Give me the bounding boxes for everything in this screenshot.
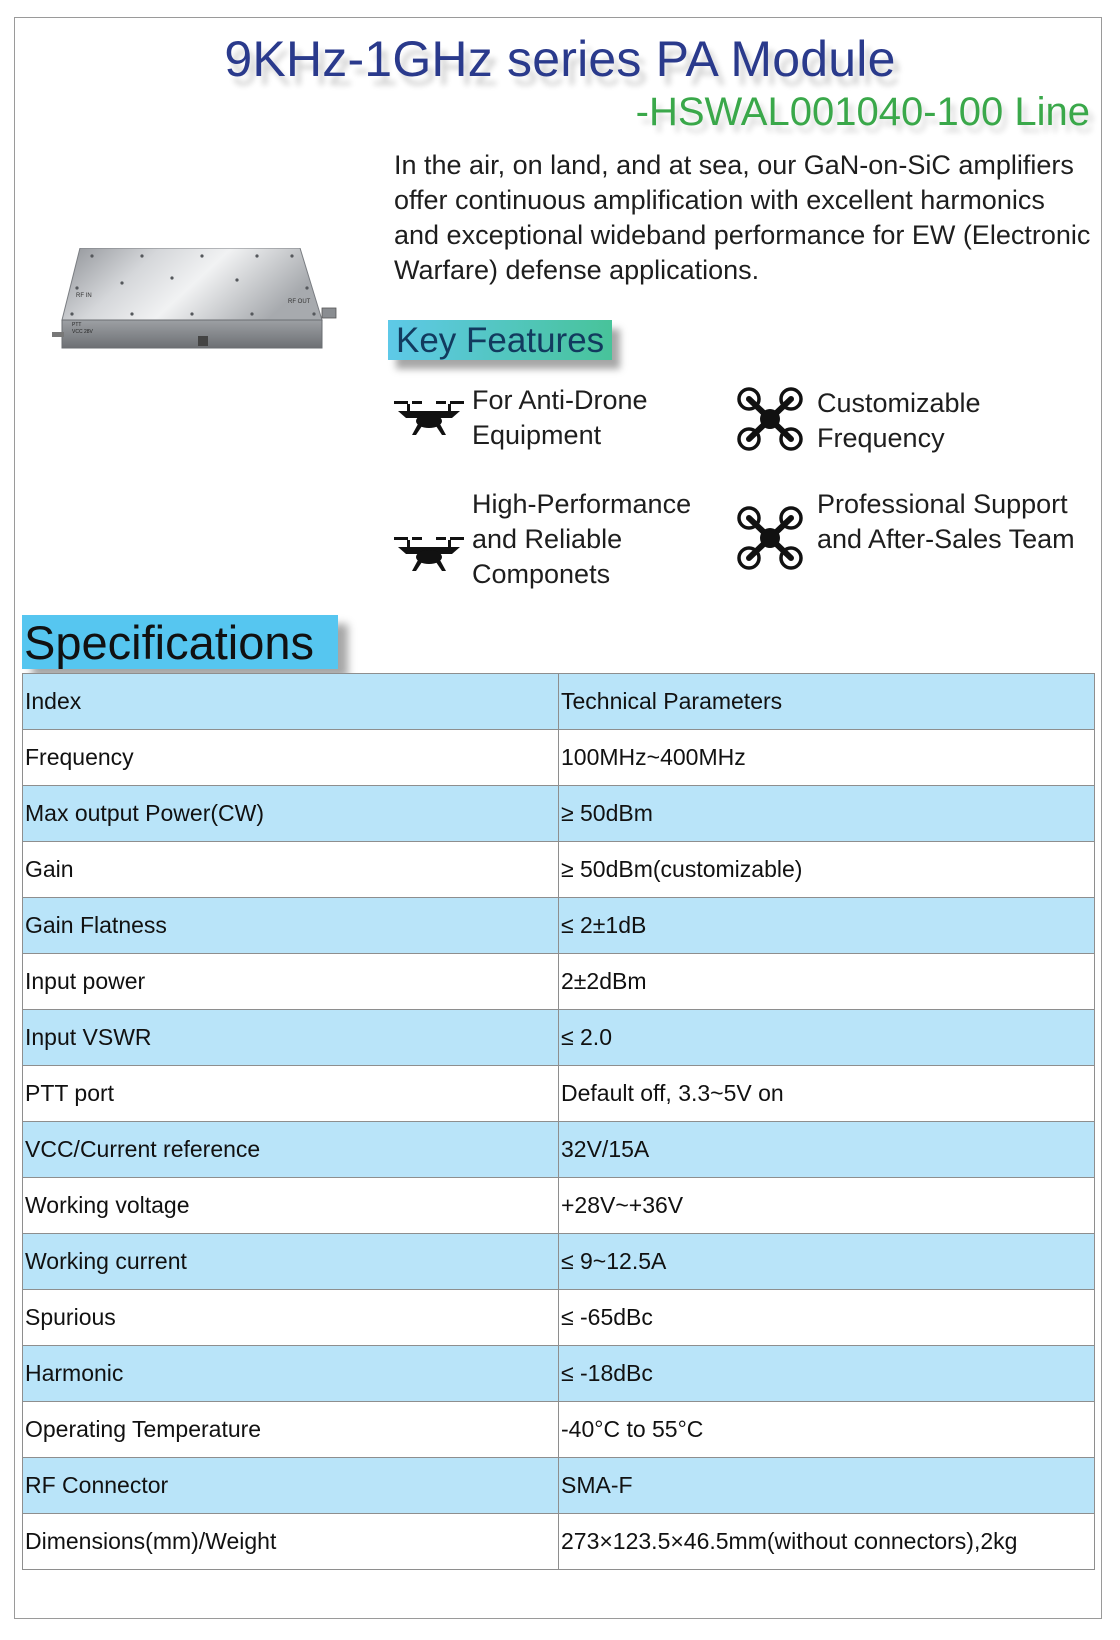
index-cell: Input power: [23, 954, 559, 1010]
drone-side-icon: [392, 391, 466, 439]
table-row: [23, 842, 1095, 898]
index-cell: Operating Temperature: [23, 1402, 559, 1458]
parameter-cell: ≤ -18dBc: [559, 1346, 1095, 1402]
power-connector: [198, 336, 208, 346]
table-row: [23, 954, 1095, 1010]
index-cell: Harmonic: [23, 1346, 559, 1402]
parameter-cell: ≤ -65dBc: [559, 1290, 1095, 1346]
index-cell: RF Connector: [23, 1458, 559, 1514]
index-cell: Spurious: [23, 1290, 559, 1346]
feature-item: [735, 487, 1087, 571]
table-row: [23, 1122, 1095, 1178]
feature-item: [392, 383, 682, 453]
rf-in-connector: [52, 332, 64, 337]
feature-item: [735, 386, 1017, 456]
table-row: [23, 786, 1095, 842]
feature-text: For Anti-Drone Equipment: [472, 385, 648, 450]
parameter-cell: ≥ 50dBm: [559, 786, 1095, 842]
parameter-cell: Default off, 3.3~5V on: [559, 1066, 1095, 1122]
parameter-cell: ≤ 9~12.5A: [559, 1234, 1095, 1290]
specifications-heading: Specifications: [22, 615, 338, 669]
rf-out-connector: [322, 308, 336, 318]
index-cell: Max output Power(CW): [23, 786, 559, 842]
intro-paragraph: In the air, on land, and at sea, our GaN-on-SiC amplifiers offer continuous amplification with excellent harmonics and exceptional wideband performance for EW (Electronic Warfare) defense applications.: [394, 150, 1091, 285]
table-row: [23, 730, 1095, 786]
parameter-cell: SMA-F: [559, 1458, 1095, 1514]
table-header-row: [23, 674, 1095, 730]
table-row: [23, 1066, 1095, 1122]
ptt-label: PTT: [72, 322, 82, 328]
index-cell: Gain Flatness: [23, 898, 559, 954]
parameter-cell: 273×123.5×46.5mm(without connectors),2kg: [559, 1514, 1095, 1570]
quadcopter-top-icon: [735, 386, 805, 452]
parameter-cell: ≥ 50dBm(customizable): [559, 842, 1095, 898]
parameter-cell: ≤ 2±1dB: [559, 898, 1095, 954]
index-cell: Input VSWR: [23, 1010, 559, 1066]
table-row: [23, 898, 1095, 954]
table-row: [23, 1290, 1095, 1346]
table-row: [23, 1402, 1095, 1458]
quadcopter-top-icon: [735, 505, 805, 571]
index-cell: Gain: [23, 842, 559, 898]
table-row: [23, 1234, 1095, 1290]
index-cell: Working voltage: [23, 1178, 559, 1234]
table-row: [23, 1514, 1095, 1570]
table-row: [23, 1010, 1095, 1066]
table-row: [23, 1458, 1095, 1514]
feature-text: Customizable Frequency: [817, 388, 981, 453]
index-cell: Dimensions(mm)/Weight: [23, 1514, 559, 1570]
feature-text: Professional Support and After-Sales Team: [817, 489, 1075, 554]
drone-side-icon: [392, 527, 466, 575]
parameter-cell: +28V~+36V: [559, 1178, 1095, 1234]
parameter-cell: -40°C to 55°C: [559, 1402, 1095, 1458]
header-cell: Technical Parameters: [559, 674, 1095, 730]
index-cell: PTT port: [23, 1066, 559, 1122]
index-cell: VCC/Current reference: [23, 1122, 559, 1178]
header-cell: Index: [23, 674, 559, 730]
product-image: [52, 248, 352, 376]
key-features-heading: Key Features: [388, 320, 612, 360]
parameter-cell: 100MHz~400MHz: [559, 730, 1095, 786]
parameter-cell: 32V/15A: [559, 1122, 1095, 1178]
rf-out-label: RF OUT: [288, 299, 311, 305]
table-row: [23, 1178, 1095, 1234]
index-cell: Working current: [23, 1234, 559, 1290]
rf-in-label: RF IN: [76, 293, 92, 299]
index-cell: Frequency: [23, 730, 559, 786]
vcc-label: VCC 28V: [72, 329, 93, 335]
parameter-cell: ≤ 2.0: [559, 1010, 1095, 1066]
table-row: [23, 1346, 1095, 1402]
page-title: 9KHz-1GHz series PA Module: [224, 31, 896, 87]
parameter-cell: 2±2dBm: [559, 954, 1095, 1010]
feature-item: [392, 487, 722, 592]
feature-text: High-Performance and Reliable Componets: [472, 489, 692, 589]
product-line-subtitle: -HSWAL001040-100 Line: [635, 90, 1090, 134]
specifications-table: [22, 673, 1095, 1570]
